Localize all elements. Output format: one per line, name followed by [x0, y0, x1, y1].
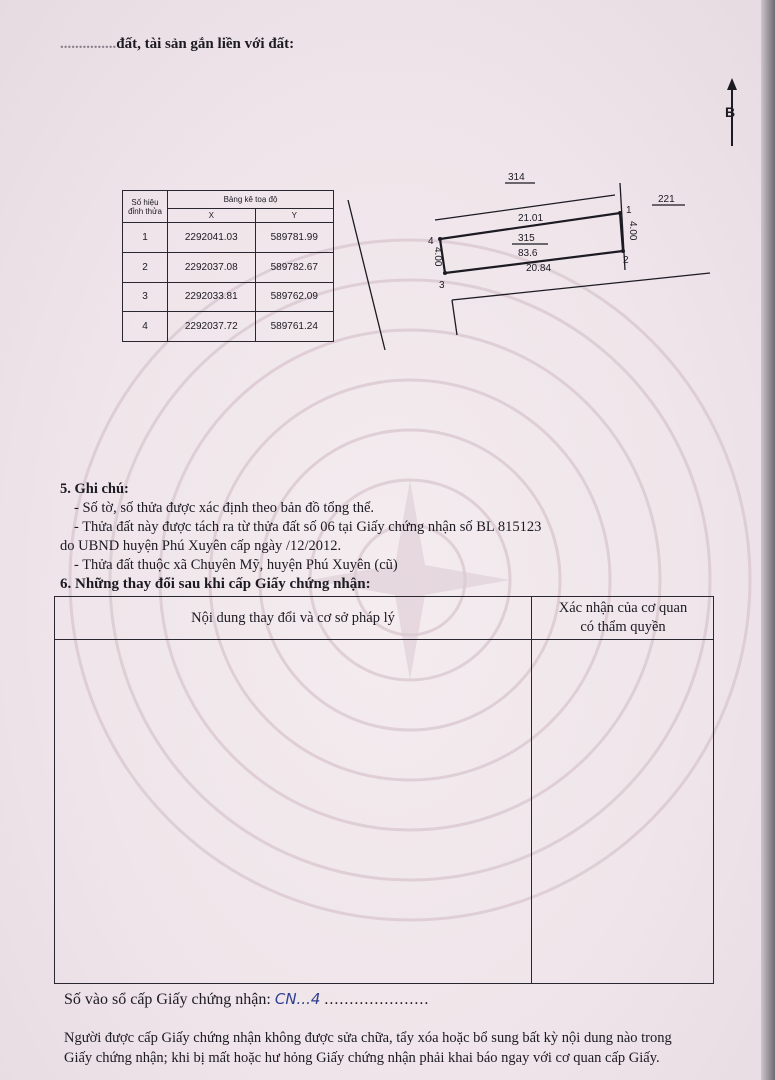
- page-edge-shadow: [761, 0, 775, 1080]
- section-title-land: ...............đất, tài sản gắn liền với đất:: [60, 36, 295, 52]
- authority-header-line2: có thẩm quyền: [580, 619, 666, 635]
- note-line: - Thửa đất thuộc xã Chuyên Mỹ, huyện Phú Xuyên (cũ): [74, 557, 398, 573]
- table-row: [123, 252, 334, 282]
- neighbor-221-label: 221: [658, 194, 675, 205]
- parcel-number: 315: [518, 233, 535, 244]
- footer-notice: [64, 1028, 764, 1068]
- edge-left-length: 4.00: [432, 247, 443, 267]
- note-line: - Số tờ, số thửa được xác định theo bản đồ tổng thể.: [74, 500, 375, 516]
- coord-header-y: Y: [255, 209, 333, 223]
- coordinate-table: [122, 190, 334, 342]
- vertex-3-label: 3: [439, 280, 445, 291]
- notes-section: [60, 480, 740, 575]
- coord-y: 589762.09: [255, 282, 333, 312]
- note-line: do UBND huyện Phú Xuyên cấp ngày /12/2012.: [60, 538, 342, 554]
- coord-point-id: 4: [123, 312, 168, 342]
- coord-x: 2292041.03: [168, 223, 256, 253]
- footer-line: Giấy chứng nhận; khi bị mất hoặc hư hỏng Giấy chứng nhận phải khai báo ngay với cơ quan cấp Giấy.: [64, 1050, 660, 1066]
- coord-header-title: Bảng kê toạ độ: [168, 191, 334, 209]
- register-label: Số vào sổ cấp Giấy chứng nhận:: [64, 991, 271, 1008]
- vertex-4-marker: [438, 237, 442, 241]
- north-label: B: [725, 104, 736, 120]
- vertex-1-label: 1: [626, 205, 632, 216]
- column-divider: [531, 597, 532, 983]
- footer-line: Người được cấp Giấy chứng nhận không được sửa chữa, tẩy xóa hoặc bổ sung bất kỳ nội dung nào trong: [64, 1030, 672, 1046]
- register-number-line: [64, 990, 429, 1009]
- vertex-1-marker: [618, 211, 622, 215]
- coord-point-id: 1: [123, 223, 168, 253]
- coord-x: 2292037.72: [168, 312, 256, 342]
- coord-y: 589761.24: [255, 312, 333, 342]
- changes-header-content: Nội dung thay đổi và cơ sở pháp lý: [191, 609, 395, 626]
- parcel-sketch: [340, 165, 720, 355]
- vertex-3-marker: [443, 271, 447, 275]
- authority-header-line1: Xác nhận của cơ quan: [558, 600, 688, 616]
- edge-bottom-length: 20.84: [526, 263, 552, 274]
- neighbor-boundary-left: [348, 200, 385, 350]
- coord-x: 2292037.08: [168, 252, 256, 282]
- changes-header-authority: [532, 597, 714, 639]
- neighbor-boundary-bottom-v: [452, 300, 457, 335]
- note-line: - Thửa đất này được tách ra từ thửa đất số 06 tại Giấy chứng nhận số BL 815123: [74, 519, 542, 535]
- coord-y: 589781.99: [255, 223, 333, 253]
- vertex-2-marker: [621, 249, 625, 253]
- vertex-2-label: 2: [623, 255, 629, 266]
- neighbor-boundary-bottom-h: [452, 273, 710, 300]
- coord-point-id: 3: [123, 282, 168, 312]
- register-handwritten-value: CN...4: [274, 990, 321, 1008]
- parcel-area: 83.6: [518, 248, 538, 259]
- coord-x: 2292033.81: [168, 282, 256, 312]
- coord-point-id: 2: [123, 252, 168, 282]
- edge-right-length: 4.00: [627, 221, 638, 241]
- changes-table: [54, 596, 714, 984]
- coord-y: 589782.67: [255, 252, 333, 282]
- header-divider: [55, 639, 713, 640]
- neighbor-314-label: 314: [508, 172, 525, 183]
- section-title-changes: 6. Những thay đổi sau khi cấp Giấy chứng nhận:: [60, 576, 371, 592]
- table-row: [123, 282, 334, 312]
- table-row: [123, 223, 334, 253]
- register-dots: .....................: [324, 991, 430, 1008]
- edge-top-length: 21.01: [518, 213, 544, 224]
- notes-title: 5. Ghi chú:: [60, 481, 129, 497]
- vertex-4-label: 4: [428, 236, 434, 247]
- coord-header-point: Số hiệu đỉnh thửa: [123, 191, 168, 223]
- coord-header-x: X: [168, 209, 256, 223]
- table-row: [123, 312, 334, 342]
